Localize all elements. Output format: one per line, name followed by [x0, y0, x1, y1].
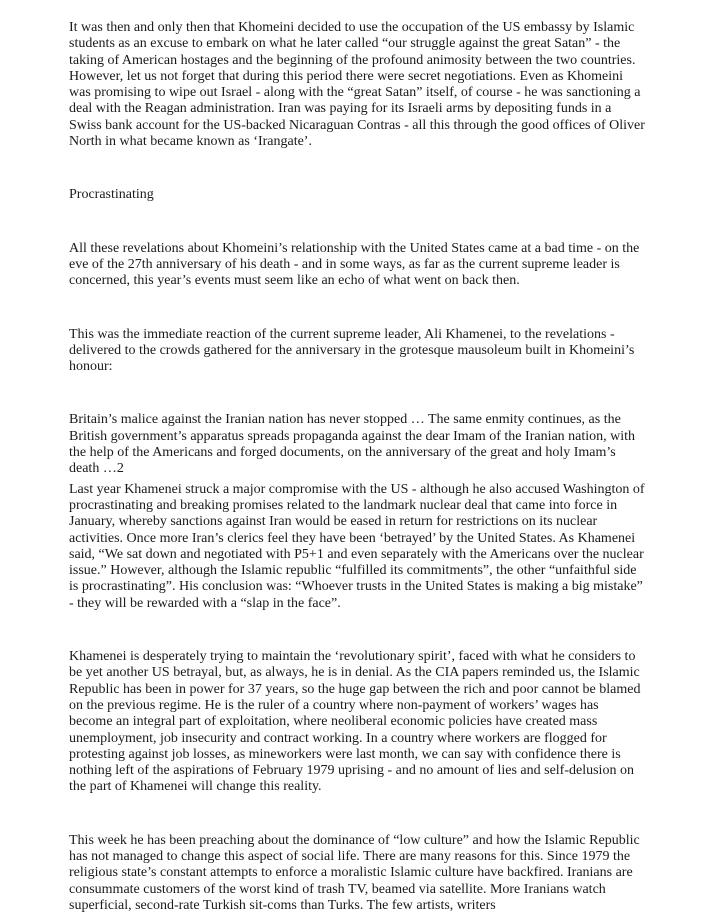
paragraph-reaction: This was the immediate reaction of the current supreme leader, Ali Khamenei, to the revelations - delivered to the crowds gathered for the anniversary in the grotesque mausoleum built in Khomeini’s honour:	[69, 326, 635, 375]
paragraph-low-culture: This week he has been preaching about the dominance of “low culture” and how the Islamic Republic has not managed to change this aspect of social life. There are many reasons for this. Since 1979 the religious state’s constant attempts to enforce a moralistic Islamic culture have backfired. Iranians are consummate customers of the worst kind of trash TV, beamed via satellite. More Iranians watch superficial, second-rate Turkish sit-coms than Turks. The few artists, writers	[69, 832, 640, 913]
block-quote: Britain’s malice against the Iranian nation has never stopped … The same enmity continues, as the British government’s apparatus spreads propaganda against the dear Imam of the Iranian nation, with the help of the Americans and forged documents, on the anniversary of the great and holy Imam’s death …2	[69, 412, 636, 477]
paragraph-compromise: Last year Khamenei struck a major compromise with the US - although he also accused Washington of procrastinating and breaking promises related to the landmark nuclear deal that came into force in January, whereby sanctions against Iran would be eased in return for restrictions on its nuclear activities. Once more Iran’s clerics feel they have been ‘betrayed’ by the United States. As Khamenei said, “We sat down and negotiated with P5+1 and even separately with the Americans over the nuclear issue.” However, although the Islamic republic “fulfilled its commitments”, the other “unfaithful side is procrastinating”. His conclusion was: “Whoever trusts in the United States is making a big mistake” - they will be rewarded with a “slap in the face”.	[69, 481, 645, 611]
paragraph-denial: Khamenei is desperately trying to maintain the ‘revolutionary spirit’, faced with what he considers to be yet another US betrayal, but, as always, he is in denial. As the CIA papers reminded us, the Islamic Republic has been in power for 37 years, so the huge gap between the rich and poor cannot be blamed on the previous regime. He is the ruler of a country where non-payment of workers’ wages has become an integral part of exploitation, where neoliberal economic policies have created mass unemployment, job insecurity and contract working. In a country where workers are flogged for protesting against job losses, as mineworkers were last month, we can say with confidence there is nothing left of the aspirations of February 1979 uprising - and no amount of lies and self-delusion on the part of Khamenei will change this reality.	[69, 649, 641, 795]
paragraph-irangate: It was then and only then that Khomeini decided to use the occupation of the US embassy by Islamic students as an excuse to embark on what he later called “our struggle against the great Satan” - the taking of American hostages and the beginning of the profound animosity between the two countries. However, let us not forget that during this period there were secret negotiations. Even as Khomeini was promising to wipe out Israel - along with the “great Satan” itself, of course - he was sanctioning a deal with the Reagan administration. Iran was paying for its Israeli arms by depositing funds in a Swiss bank account for the US-backed Nicaraguan Contras - all this through the good offices of Oliver North in what became known as ‘Irangate’.	[69, 20, 645, 150]
paragraph-revelations: All these revelations about Khomeini’s relationship with the United States came at a bad time - on the eve of the 27th anniversary of his death - and in some ways, as far as the current supreme leader is concerned, this year’s events must seem like an echo of what went on back then.	[69, 240, 640, 289]
document-page	[69, 20, 645, 914]
section-heading: Procrastinating	[69, 187, 154, 203]
